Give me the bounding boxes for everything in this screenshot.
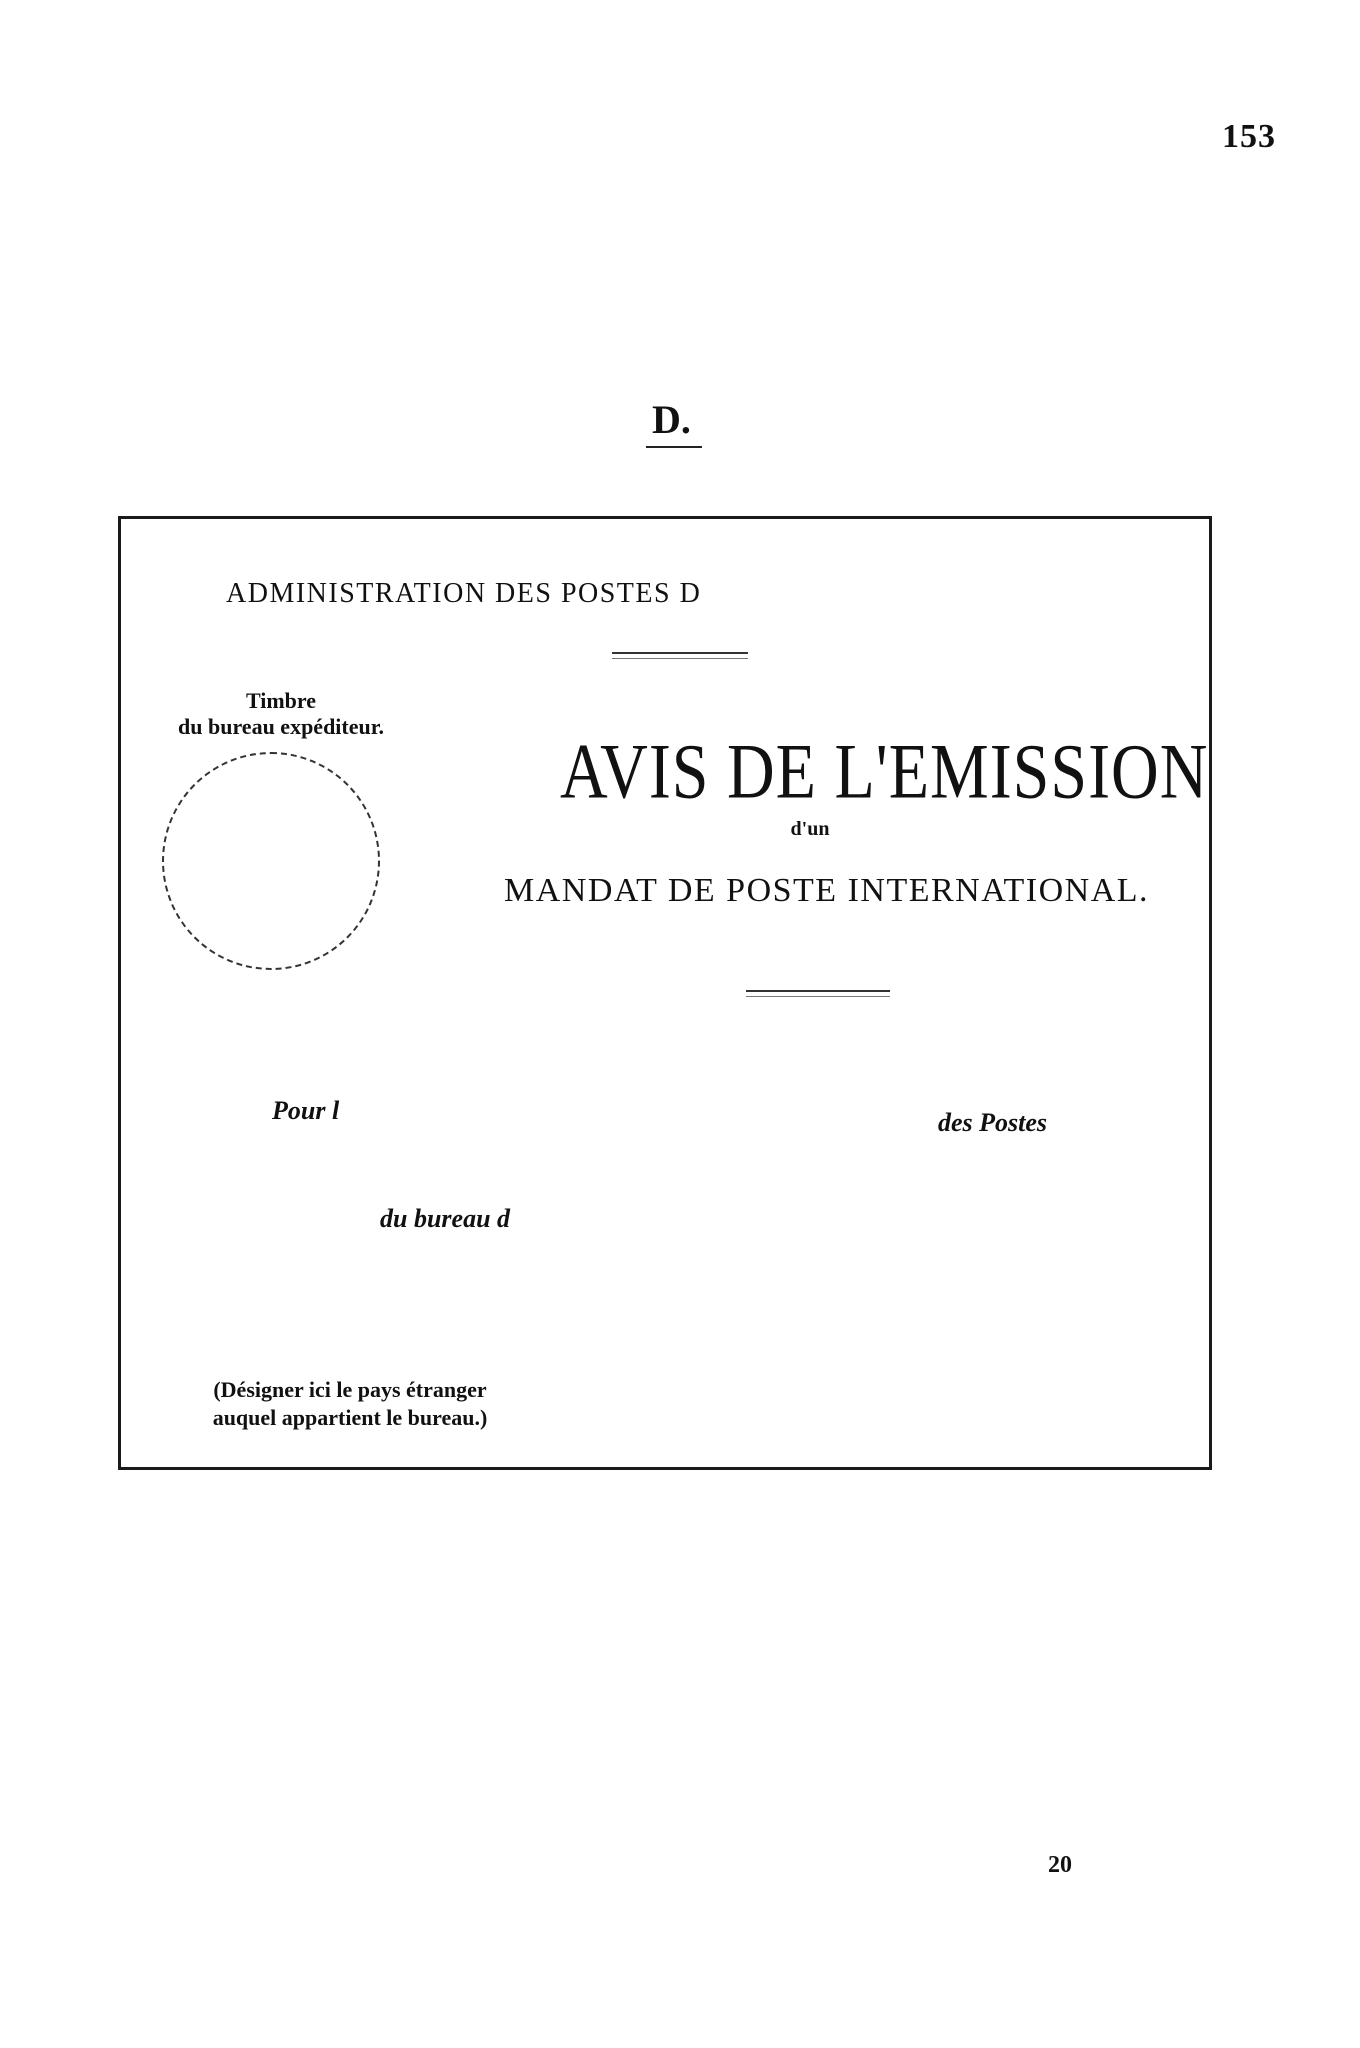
page-number: 153: [1222, 118, 1276, 155]
section-letter: D.: [652, 397, 691, 442]
section-underline: [646, 446, 702, 448]
instruction-note: [160, 1376, 540, 1432]
stamp-caption: [136, 688, 426, 740]
form-frame: [118, 516, 1212, 1470]
stamp-circle: [162, 752, 380, 970]
notice-connector: d'un: [790, 818, 830, 840]
notice-title: AVIS DE L'EMISSION: [560, 729, 1209, 816]
administration-header: ADMINISTRATION DES POSTES D: [226, 578, 702, 609]
instruction-note-line1: (Désigner ici le pays étranger: [213, 1377, 487, 1402]
instruction-note-line2: auquel appartient le bureau.): [212, 1405, 488, 1430]
field-du-bureau: du bureau d: [380, 1204, 511, 1233]
notice-subtitle: MANDAT DE POSTE INTERNATIONAL.: [504, 872, 1150, 909]
stamp-caption-line1: Timbre: [245, 688, 317, 713]
signature-mark: 20: [1048, 1852, 1072, 1878]
stamp-caption-line2: du bureau expéditeur.: [178, 714, 384, 739]
header-divider: [612, 652, 748, 659]
field-pour: Pour l: [272, 1096, 340, 1125]
field-des-postes: des Postes: [938, 1108, 1048, 1137]
title-divider: [746, 990, 890, 997]
